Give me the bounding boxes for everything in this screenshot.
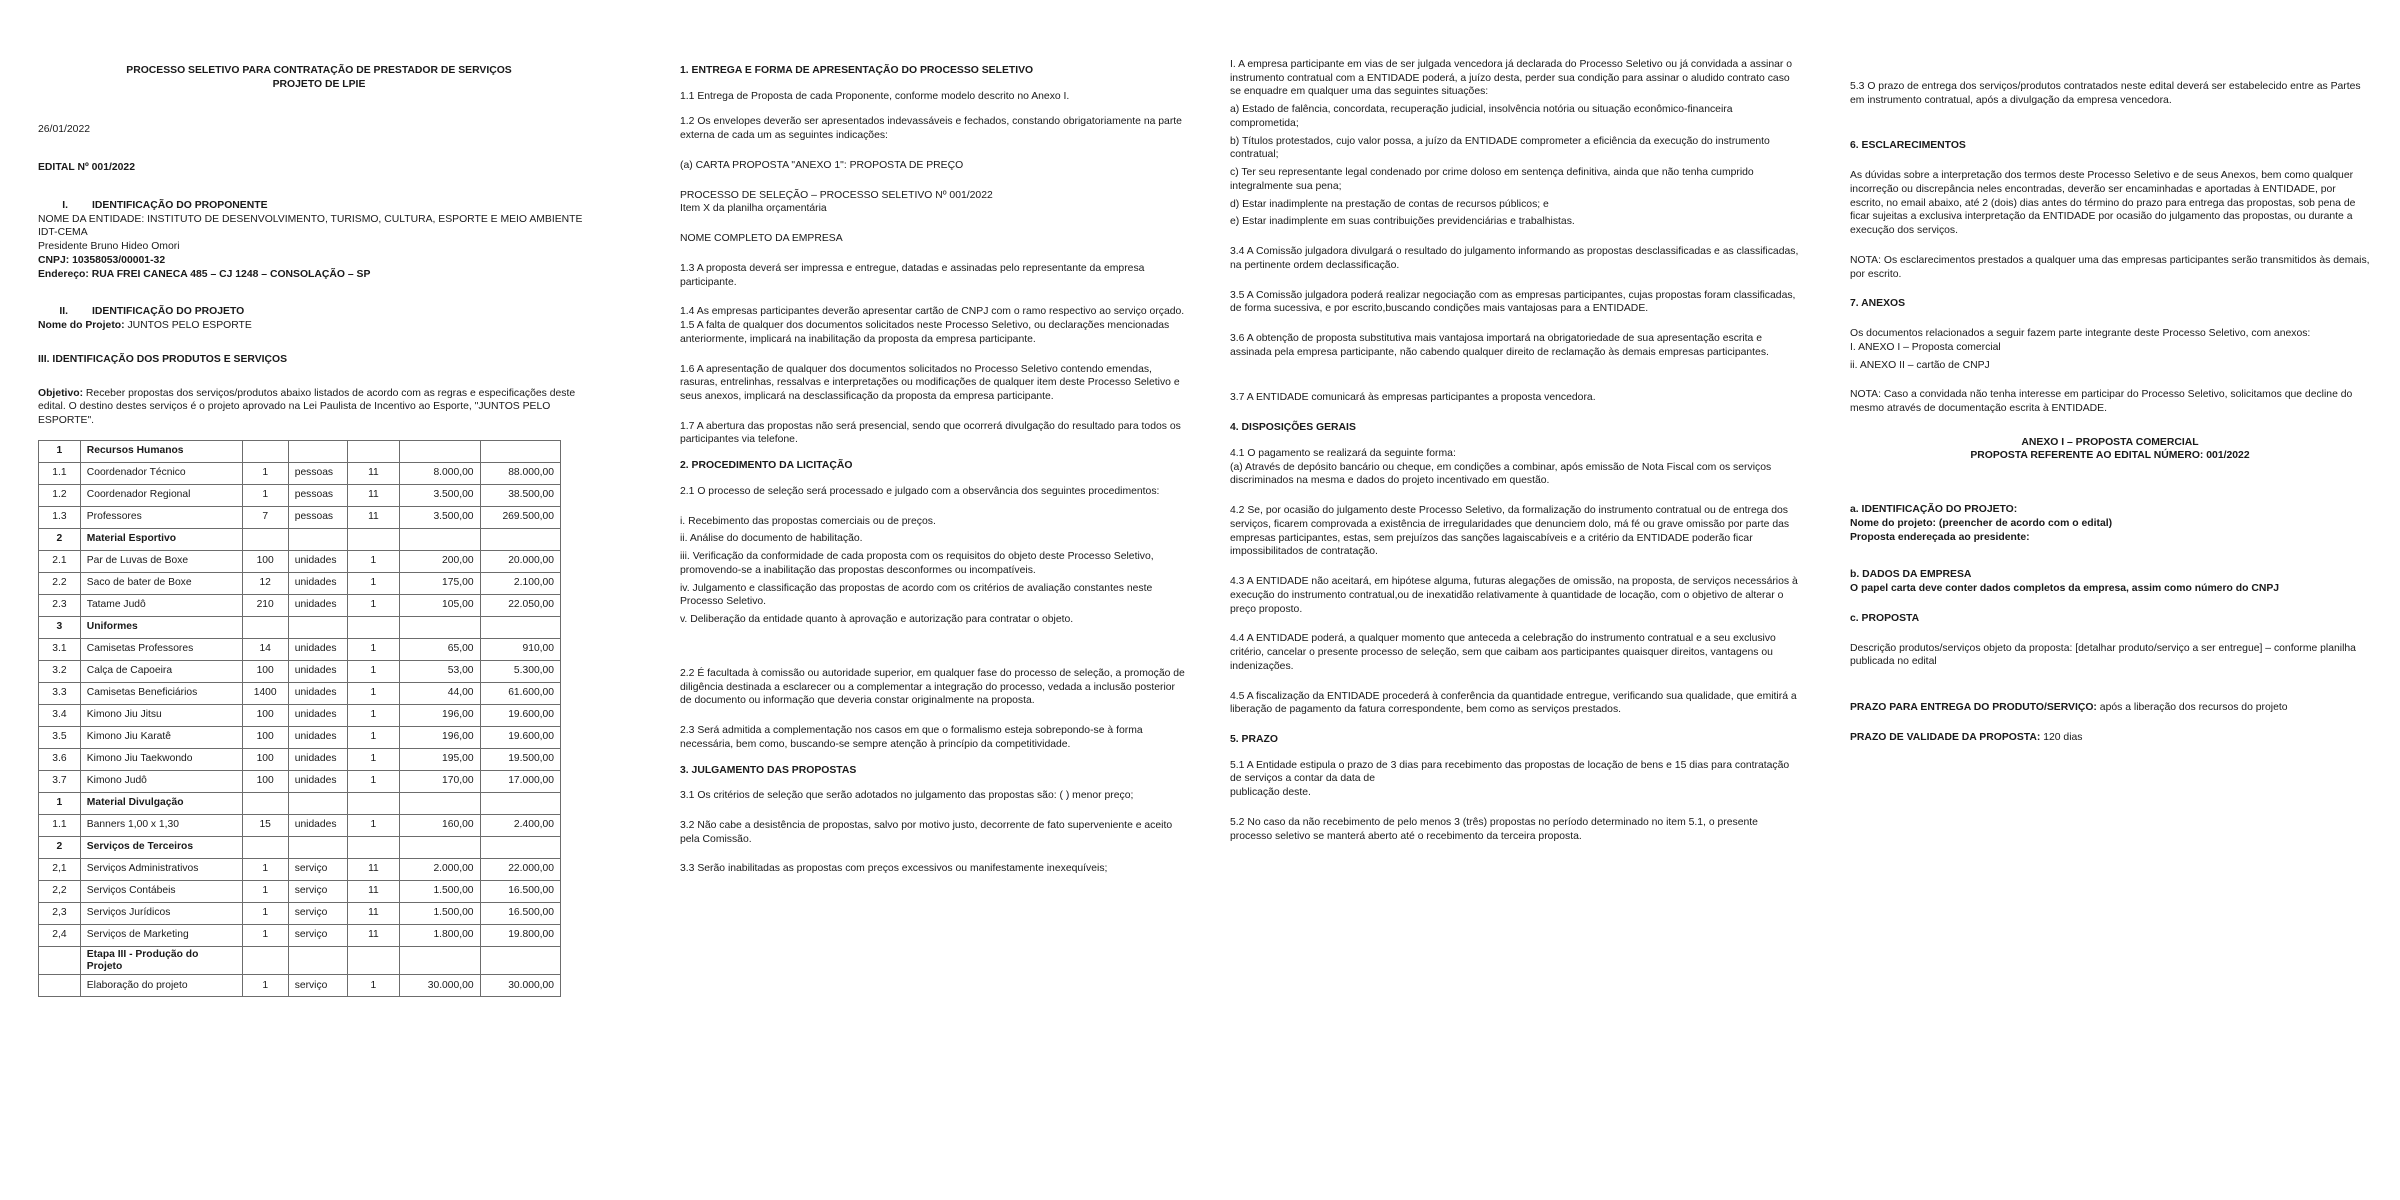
table-cell: 3 bbox=[39, 616, 81, 638]
table-row bbox=[39, 748, 561, 770]
table-cell: 196,00 bbox=[400, 704, 480, 726]
table-cell: 1.3 bbox=[39, 506, 81, 528]
table-cell: 19.600,00 bbox=[480, 704, 560, 726]
table-cell: 195,00 bbox=[400, 748, 480, 770]
table-cell bbox=[347, 836, 400, 858]
table-cell: 1 bbox=[39, 792, 81, 814]
table-cell bbox=[480, 528, 560, 550]
table-cell: Serviços de Terceiros bbox=[80, 836, 242, 858]
table-row bbox=[39, 638, 561, 660]
table-cell: 210 bbox=[242, 594, 288, 616]
table-cell: 3.3 bbox=[39, 682, 81, 704]
document-page-1 bbox=[0, 0, 640, 1200]
table-cell: 1.2 bbox=[39, 484, 81, 506]
table-cell: 1 bbox=[347, 550, 400, 572]
table-cell: Serviços de Marketing bbox=[80, 924, 242, 946]
table-cell bbox=[347, 616, 400, 638]
edital-number: EDITAL Nº 001/2022 bbox=[38, 162, 135, 174]
clause-3-2: 3.2 Não cabe a desistência de propostas, salvo por motivo justo, decorrente de fato superveniente e aceito pela Comissão. bbox=[680, 819, 1173, 845]
table-cell: 1.500,00 bbox=[400, 902, 480, 924]
table-cell: 1.800,00 bbox=[400, 924, 480, 946]
table-cell: 14 bbox=[242, 638, 288, 660]
section-number: I. bbox=[62, 199, 68, 211]
table-cell: 30.000,00 bbox=[480, 975, 560, 997]
document-title: PROCESSO SELETIVO PARA CONTRATAÇÃO DE PRESTADOR DE SERVIÇOS bbox=[126, 65, 512, 76]
table-cell: unidades bbox=[288, 682, 347, 704]
table-cell: 3.1 bbox=[39, 638, 81, 660]
table-cell: 2.000,00 bbox=[400, 858, 480, 880]
budget-table bbox=[38, 440, 561, 998]
table-row bbox=[39, 462, 561, 484]
table-cell: 8.000,00 bbox=[400, 462, 480, 484]
anexo-a-line-1: Nome do projeto: (preencher de acordo com o edital) bbox=[1850, 517, 2113, 529]
table-cell bbox=[288, 528, 347, 550]
clause-1-2: 1.2 Os envelopes deverão ser apresentados indevassáveis e fechados, constando obrigatoriamente na parte externa de cada um as seguintes indicações: bbox=[680, 116, 1182, 142]
table-cell: Uniformes bbox=[80, 616, 242, 638]
table-cell bbox=[288, 440, 347, 462]
table-cell: 100 bbox=[242, 726, 288, 748]
table-cell: unidades bbox=[288, 572, 347, 594]
table-cell: 44,00 bbox=[400, 682, 480, 704]
table-cell: Kimono Judô bbox=[80, 770, 242, 792]
table-cell: 2.1 bbox=[39, 550, 81, 572]
table-cell: 11 bbox=[347, 506, 400, 528]
table-cell: 2.400,00 bbox=[480, 814, 560, 836]
table-row bbox=[39, 902, 561, 924]
table-cell: Kimono Jiu Karatê bbox=[80, 726, 242, 748]
table-cell: 11 bbox=[347, 484, 400, 506]
table-cell bbox=[480, 946, 560, 975]
situation-e: e) Estar inadimplente em suas contribuições previdenciárias e trabalhistas. bbox=[1230, 216, 1575, 228]
table-cell: 30.000,00 bbox=[400, 975, 480, 997]
clause-1-6: 1.6 A apresentação de qualquer dos documentos solicitados no Processo Seletivo contendo emendas, rasuras, entrelinhas, ressalvas e interpretações ou modificações de qualquer item deste Processo Seletivo e seus anexos, implicará na desclassificação da proposta da empresa participante. bbox=[680, 363, 1180, 403]
table-cell: 100 bbox=[242, 550, 288, 572]
table-cell bbox=[480, 792, 560, 814]
table-cell: 175,00 bbox=[400, 572, 480, 594]
item-planilha: Item X da planilha orçamentária bbox=[680, 203, 827, 215]
table-cell: 2.100,00 bbox=[480, 572, 560, 594]
table-cell: 2 bbox=[39, 528, 81, 550]
clause-5-3: 5.3 O prazo de entrega dos serviços/produtos contratados neste edital deverá ser estabelecido entre as Partes em instrumento contratual, após a divulgação da empresa vencedora. bbox=[1850, 81, 2361, 106]
table-cell: 7 bbox=[242, 506, 288, 528]
table-cell: Recursos Humanos bbox=[80, 440, 242, 462]
table-cell: Tatame Judô bbox=[80, 594, 242, 616]
table-cell bbox=[242, 528, 288, 550]
table-cell: Material Divulgação bbox=[80, 792, 242, 814]
table-cell: 3.500,00 bbox=[400, 484, 480, 506]
table-row bbox=[39, 880, 561, 902]
table-row bbox=[39, 975, 561, 997]
table-cell: 2,4 bbox=[39, 924, 81, 946]
table-cell: serviço bbox=[288, 902, 347, 924]
table-cell: 1 bbox=[347, 770, 400, 792]
table-section-row bbox=[39, 946, 561, 975]
esclarecimentos-text: As dúvidas sobre a interpretação dos termos deste Processo Seletivo e de seus Anexos, bem como qualquer incorreção ou discrepância neles encontradas, deverão ser encaminhadas e aportadas à ENTIDADE, por escrito, no email abaixo, até 2 (dois) dias antes do término do prazo para entrega das propostas, sob pena de ficar sujeitas a exclusiva interpretação da ENTIDADE por ocasião do julgamento das propostas, ou durante a execução dos serviços. bbox=[1850, 170, 2356, 237]
address-label: Endereço: bbox=[38, 268, 89, 280]
list-item-i: i. Recebimento das propostas comerciais ou de preços. bbox=[680, 515, 936, 527]
table-cell: 11 bbox=[347, 924, 400, 946]
section-heading-anexos: 7. ANEXOS bbox=[1850, 298, 1906, 310]
clause-1-3: 1.3 A proposta deverá ser impressa e entregue, datadas e assinadas pelo representante da empresa participante. bbox=[680, 262, 1145, 288]
clause-4-1: 4.1 O pagamento se realizará da seguinte forma: bbox=[1230, 447, 1456, 459]
table-cell: 3.6 bbox=[39, 748, 81, 770]
table-cell: 200,00 bbox=[400, 550, 480, 572]
clause-1-1: 1.1 Entrega de Proposta de cada Proponente, conforme modelo descrito no Anexo I. bbox=[680, 90, 1070, 102]
anexos-nota: NOTA: Caso a convidada não tenha interesse em participar do Processo Seletivo, solicitamos que decline do mesmo através de documentação escrita à ENTIDADE. bbox=[1850, 389, 2353, 415]
table-cell bbox=[400, 440, 480, 462]
table-cell: serviço bbox=[288, 975, 347, 997]
table-row bbox=[39, 726, 561, 748]
situation-b: b) Títulos protestados, cujo valor possa, a juízo da ENTIDADE comprometer a eficiência da execução do instrumento contratual; bbox=[1230, 135, 1770, 161]
table-cell bbox=[288, 616, 347, 638]
table-cell: 1 bbox=[347, 572, 400, 594]
project-value: JUNTOS PELO ESPORTE bbox=[127, 320, 252, 332]
table-cell: 19.600,00 bbox=[480, 726, 560, 748]
table-cell: Kimono Jiu Taekwondo bbox=[80, 748, 242, 770]
project-name bbox=[38, 319, 600, 333]
clause-5-1-cont: publicação deste. bbox=[1230, 787, 1311, 799]
table-cell: 1 bbox=[347, 814, 400, 836]
clause-2-2: 2.2 É facultada à comissão ou autoridade superior, em qualquer fase do processo de seleção, a promoção de diligência destinada a esclarecer ou a complementar a integração do processo, vedada a inclusão posterior de documento ou informação que deveria constar originalmente na proposta. bbox=[680, 667, 1185, 707]
table-cell: 100 bbox=[242, 770, 288, 792]
table-cell: 269.500,00 bbox=[480, 506, 560, 528]
table-cell bbox=[288, 946, 347, 975]
table-cell: 16.500,00 bbox=[480, 902, 560, 924]
table-cell: Saco de bater de Boxe bbox=[80, 572, 242, 594]
section-number: II. bbox=[59, 306, 68, 318]
clause-4-4: 4.4 A ENTIDADE poderá, a qualquer momento que anteceda a celebração do instrumento contratual e a seu exclusivo critério, cancelar o presente processo de seleção, sem que caibam aos participantes quaisquer direitos, vantagens ou indenizações. bbox=[1230, 633, 1776, 672]
table-cell bbox=[347, 946, 400, 975]
prazo-entrega-value: após a liberação dos recursos do projeto bbox=[2099, 702, 2288, 714]
clause-3-5: 3.5 A Comissão julgadora poderá realizar negociação com as empresas participantes, cujas propostas foram classificadas, de forma sucessiva, e por escrito,buscando condições mais vantajosas para a ENTIDADE. bbox=[1230, 289, 1796, 315]
table-cell: 1 bbox=[347, 726, 400, 748]
table-cell: unidades bbox=[288, 726, 347, 748]
table-cell: 105,00 bbox=[400, 594, 480, 616]
anexo-a-line-2: Proposta endereçada ao presidente: bbox=[1850, 531, 2030, 543]
table-cell: 38.500,00 bbox=[480, 484, 560, 506]
list-item-iv: iv. Julgamento e classificação das propostas de acordo com os critérios de avaliação constantes neste Processo Seletivo. bbox=[680, 582, 1153, 608]
clause-4-3: 4.3 A ENTIDADE não aceitará, em hipótese alguma, futuras alegações de omissão, na proposta, de serviços necessários à execução do instrumento contratual,ou de inexatidão relativamente à quantidade de locação, com o objetivo de alterar o preço proposto. bbox=[1230, 576, 1798, 615]
section-heading-prazo: 5. PRAZO bbox=[1230, 733, 1278, 745]
table-cell: 1400 bbox=[242, 682, 288, 704]
table-row bbox=[39, 572, 561, 594]
table-cell bbox=[288, 836, 347, 858]
table-cell: 2.2 bbox=[39, 572, 81, 594]
address bbox=[38, 268, 600, 282]
table-cell: unidades bbox=[288, 814, 347, 836]
table-cell bbox=[400, 946, 480, 975]
clause-3-3: 3.3 Serão inabilitadas as propostas com preços excessivos ou manifestamente inexequíveis; bbox=[680, 863, 1108, 875]
section-title: IDENTIFICAÇÃO DO PROPONENTE bbox=[92, 199, 268, 211]
table-cell: Coordenador Regional bbox=[80, 484, 242, 506]
table-cell: 12 bbox=[242, 572, 288, 594]
table-row bbox=[39, 550, 561, 572]
table-cell: 1 bbox=[347, 682, 400, 704]
table-cell: Camisetas Professores bbox=[80, 638, 242, 660]
table-row bbox=[39, 924, 561, 946]
prazo-entrega-label: PRAZO PARA ENTREGA DO PRODUTO/SERVIÇO: bbox=[1850, 702, 2097, 714]
section-heading-procedimento: 2. PROCEDIMENTO DA LICITAÇÃO bbox=[680, 460, 853, 472]
table-row bbox=[39, 682, 561, 704]
table-cell bbox=[242, 616, 288, 638]
section-heading-produtos: III. IDENTIFICAÇÃO DOS PRODUTOS E SERVIÇOS bbox=[38, 353, 288, 365]
table-cell: serviço bbox=[288, 880, 347, 902]
objective-label: Objetivo: bbox=[38, 387, 84, 399]
table-cell: Elaboração do projeto bbox=[80, 975, 242, 997]
table-cell: 2 bbox=[39, 836, 81, 858]
clause-3-4: 3.4 A Comissão julgadora divulgará o resultado do julgamento informando as propostas desclassificadas e as classificadas, na pertinente ordem declassificação. bbox=[1230, 246, 1799, 271]
list-item-ii: ii. Análise do documento de habilitação. bbox=[680, 533, 863, 545]
table-cell: unidades bbox=[288, 638, 347, 660]
table-section-row bbox=[39, 616, 561, 638]
table-cell: 1.1 bbox=[39, 814, 81, 836]
clause-3-7: 3.7 A ENTIDADE comunicará às empresas participantes a proposta vencedora. bbox=[1230, 392, 1596, 404]
table-cell bbox=[242, 440, 288, 462]
table-cell: 1 bbox=[347, 594, 400, 616]
table-cell: 2,3 bbox=[39, 902, 81, 924]
table-cell: Coordenador Técnico bbox=[80, 462, 242, 484]
prazo-entrega bbox=[1850, 701, 2370, 715]
prazo-validade-value: 120 dias bbox=[2043, 731, 2083, 743]
table-cell: 16.500,00 bbox=[480, 880, 560, 902]
table-cell: 1 bbox=[242, 902, 288, 924]
table-cell: 196,00 bbox=[400, 726, 480, 748]
cnpj: CNPJ: 10358053/00001-32 bbox=[38, 254, 166, 266]
table-cell: 1 bbox=[347, 975, 400, 997]
table-cell bbox=[480, 440, 560, 462]
table-cell: Serviços Jurídicos bbox=[80, 902, 242, 924]
clause-3-6: 3.6 A obtenção de proposta substitutiva mais vantajosa importará na obrigatoriedade de sua apresentação escrita e assinada pela empresa participante, não cabendo qualquer direito de reclamação às demais empresas participantes. bbox=[1230, 333, 1769, 358]
document-date: 26/01/2022 bbox=[38, 124, 91, 136]
table-cell: 2,1 bbox=[39, 858, 81, 880]
table-cell: 5.300,00 bbox=[480, 660, 560, 682]
section-heading-proponente bbox=[38, 199, 600, 213]
table-row bbox=[39, 770, 561, 792]
situation-a: a) Estado de falência, concordata, recuperação judicial, insolvência notória ou situação econômico-financeira comprometida; bbox=[1230, 104, 1733, 129]
anexo-item-2: ii. ANEXO II – cartão de CNPJ bbox=[1850, 359, 1990, 371]
table-cell: 17.000,00 bbox=[480, 770, 560, 792]
project-label: Nome do Projeto: bbox=[38, 320, 125, 332]
table-cell: unidades bbox=[288, 550, 347, 572]
table-cell: 1 bbox=[242, 858, 288, 880]
prazo-validade-label: PRAZO DE VALIDADE DA PROPOSTA: bbox=[1850, 731, 2041, 743]
section-title: IDENTIFICAÇÃO DO PROJETO bbox=[92, 306, 245, 318]
clause-2-1: 2.1 O processo de seleção será processado e julgado com a observância dos seguintes procedimentos: bbox=[680, 485, 1160, 497]
table-cell: pessoas bbox=[288, 484, 347, 506]
table-cell: 3.4 bbox=[39, 704, 81, 726]
section-heading-julgamento: 3. JULGAMENTO DAS PROPOSTAS bbox=[680, 764, 857, 776]
table-cell: 1 bbox=[347, 704, 400, 726]
table-cell: 1 bbox=[347, 748, 400, 770]
table-cell: Par de Luvas de Boxe bbox=[80, 550, 242, 572]
objective-text: Receber propostas dos serviços/produtos abaixo listados de acordo com as regras e especificações deste edital. O destino destes serviços é o projeto aprovado na Lei Paulista de Incentivo ao Esporte, "JUNTOS PELO ESPORTE". bbox=[38, 387, 576, 427]
table-cell bbox=[400, 616, 480, 638]
table-section-row bbox=[39, 440, 561, 462]
section-heading-disposicoes: 4. DISPOSIÇÕES GERAIS bbox=[1230, 422, 1356, 434]
table-cell: unidades bbox=[288, 660, 347, 682]
table-cell: 2.3 bbox=[39, 594, 81, 616]
table-cell: Kimono Jiu Jitsu bbox=[80, 704, 242, 726]
anexo-b-line-1: O papel carta deve conter dados completos da empresa, assim como número do CNPJ bbox=[1850, 583, 2280, 595]
table-row bbox=[39, 484, 561, 506]
table-cell bbox=[39, 946, 81, 975]
table-cell: 1.500,00 bbox=[400, 880, 480, 902]
table-cell: 2,2 bbox=[39, 880, 81, 902]
table-cell: 11 bbox=[347, 858, 400, 880]
table-cell: 20.000,00 bbox=[480, 550, 560, 572]
anexo-section-b: b. DADOS DA EMPRESA bbox=[1850, 569, 1972, 581]
carta-proposta: (a) CARTA PROPOSTA "ANEXO 1": PROPOSTA DE PREÇO bbox=[680, 159, 964, 171]
anexo-subtitle: PROPOSTA REFERENTE AO EDITAL NÚMERO: 001/2022 bbox=[1970, 450, 2250, 462]
anexo-title: ANEXO I – PROPOSTA COMERCIAL bbox=[2021, 436, 2199, 448]
clause-4-1-a: (a) Através de depósito bancário ou cheque, em condições a combinar, após emissão de Nota Fiscal com os serviços discriminados na mesma e dados do projeto incentivado em questão. bbox=[1230, 461, 1772, 487]
table-cell: 11 bbox=[347, 462, 400, 484]
list-item-iii: iii. Verificação da conformidade de cada proposta com os requisitos do objeto deste Processo Seletivo, promovendo-se a inabilitação das propostas desconformes ou incompatíveis. bbox=[680, 551, 1154, 576]
clause-3-1: 3.1 Os critérios de seleção que serão adotados no julgamento das propostas são: ( ) menor preço; bbox=[680, 790, 1134, 802]
clause-4-5: 4.5 A fiscalização da ENTIDADE procederá à conferência da quantidade entregue, verificando sua qualidade, que emitirá a liberação de pagamento da fatura correspondente, bem como as serviços prestados. bbox=[1230, 690, 1797, 716]
table-row bbox=[39, 704, 561, 726]
table-cell: unidades bbox=[288, 594, 347, 616]
table-cell: 65,00 bbox=[400, 638, 480, 660]
table-cell: 1 bbox=[242, 924, 288, 946]
table-cell bbox=[39, 975, 81, 997]
processo-selecao: PROCESSO DE SELEÇÃO – PROCESSO SELETIVO Nº 001/2022 bbox=[680, 189, 993, 201]
table-cell: 3.500,00 bbox=[400, 506, 480, 528]
table-cell: 910,00 bbox=[480, 638, 560, 660]
clause-intro: I. A empresa participante em vias de ser julgada vencedora já declarada do Processo Seletivo ou já convidada a assinar o instrumento contratual com a ENTIDADE poderá, a juízo desta, perder sua condição para assinar o aludido contrato caso se enquadre em qualquer uma das seguintes situações: bbox=[1230, 59, 1793, 98]
clause-1-5: 1.5 A falta de qualquer dos documentos solicitados neste Processo Seletivo, ou declarações mencionadas anteriormente, implicará na inabilitação da proposta da empresa participante. bbox=[680, 320, 1170, 345]
document-page-4 bbox=[1830, 0, 2400, 1200]
nome-empresa: NOME COMPLETO DA EMPRESA bbox=[680, 233, 843, 245]
table-cell bbox=[242, 792, 288, 814]
table-cell: 11 bbox=[347, 880, 400, 902]
prazo-validade bbox=[1850, 731, 2370, 745]
table-cell: 11 bbox=[347, 902, 400, 924]
table-cell: 88.000,00 bbox=[480, 462, 560, 484]
document-subtitle: PROJETO DE LPIE bbox=[272, 78, 366, 90]
table-cell: pessoas bbox=[288, 462, 347, 484]
table-cell bbox=[480, 616, 560, 638]
anexo-section-c: c. PROPOSTA bbox=[1850, 612, 1920, 624]
table-cell bbox=[480, 836, 560, 858]
clause-1-4: 1.4 As empresas participantes deverão apresentar cartão de CNPJ com o ramo respectivo ao serviço orçado. bbox=[680, 306, 1185, 318]
table-cell: 19.800,00 bbox=[480, 924, 560, 946]
table-cell: 1 bbox=[242, 462, 288, 484]
anexos-intro: Os documentos relacionados a seguir fazem parte integrante deste Processo Seletivo, com anexos: bbox=[1850, 328, 2311, 340]
section-heading-projeto bbox=[38, 305, 600, 319]
table-cell: Material Esportivo bbox=[80, 528, 242, 550]
table-row bbox=[39, 858, 561, 880]
document-page-2 bbox=[640, 0, 1210, 1200]
table-cell: 3.2 bbox=[39, 660, 81, 682]
section-heading-entrega: 1. ENTREGA E FORMA DE APRESENTAÇÃO DO PROCESSO SELETIVO bbox=[680, 65, 1034, 76]
table-cell: 1 bbox=[242, 484, 288, 506]
table-cell: 53,00 bbox=[400, 660, 480, 682]
table-cell bbox=[242, 836, 288, 858]
table-cell: Professores bbox=[80, 506, 242, 528]
clause-4-2: 4.2 Se, por ocasião do julgamento deste Processo Seletivo, da formalização do instrumento contratual ou de entrega dos serviços, ficarem comprovada a existência de irregularidades que denunciem dolo, má fé ou grave omissão por parte das empresas participantes, estas, sem prejuízos das sanções lagaiscabíveis e a critério da ENTIDADE poderão ficar impossibilitados de contratação. bbox=[1230, 505, 1790, 558]
president-name: Presidente Bruno Hideo Omori bbox=[38, 241, 180, 253]
table-cell: 22.000,00 bbox=[480, 858, 560, 880]
table-cell: Calça de Capoeira bbox=[80, 660, 242, 682]
table-row bbox=[39, 814, 561, 836]
table-row bbox=[39, 594, 561, 616]
table-cell: 1 bbox=[347, 638, 400, 660]
table-cell: 160,00 bbox=[400, 814, 480, 836]
table-cell: Camisetas Beneficiários bbox=[80, 682, 242, 704]
table-cell: Banners 1,00 x 1,30 bbox=[80, 814, 242, 836]
anexo-c-line-1: Descrição produtos/serviços objeto da proposta: [detalhar produto/serviço a ser entregue] – conforme planilha publicada no edital bbox=[1850, 642, 2356, 668]
table-cell: 61.600,00 bbox=[480, 682, 560, 704]
situation-d: d) Estar inadimplente na prestação de contas de recursos públicos; e bbox=[1230, 198, 1549, 210]
table-cell bbox=[347, 440, 400, 462]
esclarecimentos-nota: NOTA: Os esclarecimentos prestados a qualquer uma das empresas participantes serão transmitidos às demais, por escrito. bbox=[1850, 254, 2370, 280]
table-cell: serviço bbox=[288, 924, 347, 946]
table-section-row bbox=[39, 836, 561, 858]
section-heading-esclarecimentos: 6. ESCLARECIMENTOS bbox=[1850, 140, 1966, 152]
table-cell: 1 bbox=[242, 880, 288, 902]
table-row bbox=[39, 506, 561, 528]
table-cell bbox=[400, 792, 480, 814]
clause-2-3: 2.3 Será admitida a complementação nos casos em que o formalismo esteja sobrepondo-se à forma necessária, bem como, buscando-se sempre atenção à princípio da competitividade. bbox=[680, 725, 1143, 750]
table-cell: 170,00 bbox=[400, 770, 480, 792]
anexo-item-1: I. ANEXO I – Proposta comercial bbox=[1850, 341, 2001, 353]
table-cell: 1 bbox=[39, 440, 81, 462]
table-cell bbox=[347, 792, 400, 814]
address-value: RUA FREI CANECA 485 – CJ 1248 – CONSOLAÇÃO – SP bbox=[91, 268, 371, 280]
table-cell: pessoas bbox=[288, 506, 347, 528]
table-cell: 1 bbox=[347, 660, 400, 682]
table-cell: Serviços Administrativos bbox=[80, 858, 242, 880]
table-row bbox=[39, 660, 561, 682]
table-cell: 22.050,00 bbox=[480, 594, 560, 616]
table-cell bbox=[347, 528, 400, 550]
table-cell bbox=[288, 792, 347, 814]
table-cell: Etapa III - Produção do Projeto bbox=[80, 946, 242, 975]
table-cell: 100 bbox=[242, 660, 288, 682]
table-cell: 3.7 bbox=[39, 770, 81, 792]
table-cell: unidades bbox=[288, 770, 347, 792]
clause-5-2: 5.2 No caso da não recebimento de pelo menos 3 (três) propostas no período determinado no item 5.1, o presente processo seletivo se manterá aberto até o recebimento da terceira proposta. bbox=[1230, 816, 1758, 842]
table-cell: unidades bbox=[288, 704, 347, 726]
anexo-section-a: a. IDENTIFICAÇÃO DO PROJETO: bbox=[1850, 504, 2018, 516]
situation-c: c) Ter seu representante legal condenado por crime doloso em sentença definitiva, ainda que não tenha cumprido integralmente sua pena; bbox=[1230, 167, 1754, 192]
clause-1-7: 1.7 A abertura das propostas não será presencial, sendo que ocorrerá divulgação do resultado para todos os participantes via telefone. bbox=[680, 420, 1181, 446]
entity-name: NOME DA ENTIDADE: INSTITUTO DE DESENVOLVIMENTO, TURISMO, CULTURA, ESPORTE E MEIO AMBIENTE IDT-CEMA bbox=[38, 213, 583, 239]
table-section-row bbox=[39, 528, 561, 550]
table-cell bbox=[242, 946, 288, 975]
table-cell: 100 bbox=[242, 748, 288, 770]
table-cell: 100 bbox=[242, 704, 288, 726]
table-section-row bbox=[39, 792, 561, 814]
table-cell: 15 bbox=[242, 814, 288, 836]
table-cell: unidades bbox=[288, 748, 347, 770]
table-cell bbox=[400, 836, 480, 858]
table-cell: 1.1 bbox=[39, 462, 81, 484]
table-cell: 1 bbox=[242, 975, 288, 997]
table-cell: 19.500,00 bbox=[480, 748, 560, 770]
table-cell: 3.5 bbox=[39, 726, 81, 748]
clause-5-1: 5.1 A Entidade estipula o prazo de 3 dias para recebimento das propostas de locação de bens e 15 dias para contratação de serviços a contar da data de bbox=[1230, 759, 1790, 785]
table-cell: serviço bbox=[288, 858, 347, 880]
document-page-3 bbox=[1210, 0, 1830, 1200]
table-cell: Serviços Contábeis bbox=[80, 880, 242, 902]
table-cell bbox=[400, 528, 480, 550]
list-item-v: v. Deliberação da entidade quanto à aprovação e autorização para contratar o objeto. bbox=[680, 614, 1074, 626]
objective bbox=[38, 387, 600, 428]
